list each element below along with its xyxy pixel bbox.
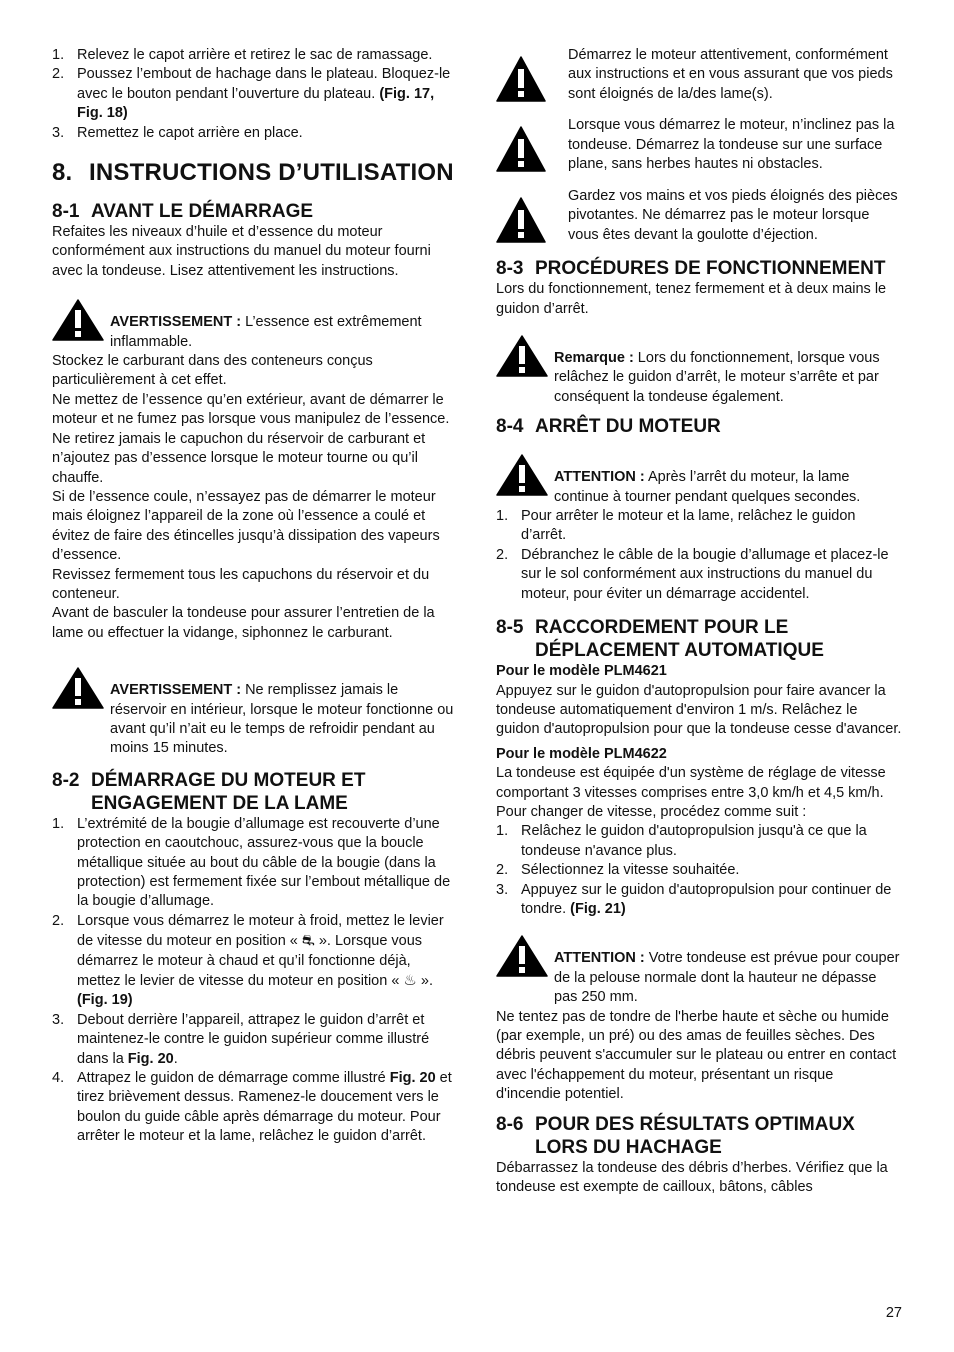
warning-line: Si de l’essence coule, n’essayez pas de démarrer le moteur mais éloignez l’appareil de la zone où l’essence a coulé et évitez de faire des étincelles jusqu’à dissipation des vapeurs d’essence. xyxy=(52,488,440,564)
warning-line: Avant de basculer la tondeuse pour assurer l’entretien de la lame ou effectuer la vidange, siphonnez le carburant. xyxy=(52,605,435,641)
model-plm4622-label: Pour le modèle PLM4622 xyxy=(496,745,667,762)
warning-icon xyxy=(496,454,548,496)
attention-grass: ATTENTION : Votre tondeuse est prévue pour couper de la pelouse normale dont la hauteur ne dépasse pas 250 mm. Ne tentez pas de tondre de l'herbe haute et sèche ou humide (par exemple, un pré) ou des amas de feuilles sèches. Des débris peuvent s'accumuler sur le plateau ou entrer en contact avec l'échappement du moteur, présentant un risque d'incendie potentiel. xyxy=(496,925,902,1104)
section-8-1-heading: 8-1 AVANT LE DÉMARRAGE xyxy=(52,201,314,223)
section-8-heading: 8. INSTRUCTIONS D’UTILISATION xyxy=(52,159,454,187)
section-8-3-heading: 8-3 PROCÉDURES DE FONCTIONNEMENT xyxy=(496,258,886,280)
section-8-5-steps xyxy=(496,822,902,919)
start-step-1: 1. L’extrémité de la bougie d’allumage est recouverte d’une protection en caoutchouc, assurez-vous que la boucle métallique située au bout du câble de la bougie (dans la protection) est fermement fixée sur l’embout métallique de la bougie d’allumage. xyxy=(52,815,451,910)
intro-step-2: 2. Poussez l’embout de hachage dans le plateau. Bloquez-le avec le bouton pendant l’ouverture du plateau. (Fig. 17, Fig. 18) xyxy=(52,66,451,122)
warning-icon xyxy=(496,46,568,108)
warning-line: Revissez fermement tous les capuchons du réservoir et du conteneur. xyxy=(52,566,430,602)
section-8-2-steps xyxy=(52,815,456,1147)
start-step-2: 2. Lorsque vous démarrez le moteur à froid, mettez le levier de vitesse du moteur en position « ⛐ ». Lorsque vous démarrez le moteur à chaud et qu’il fonctionne déjà, mettez le levier de vitesse du moteur en position « ♨ ». (Fig. 19) xyxy=(52,912,444,1009)
warning-icon xyxy=(52,299,104,341)
safety-item-2: Lorsque vous démarrez le moteur, n’inclinez pas la tondeuse. Démarrez la tondeuse sur une surface plane, sans herbes hautes ni obstacles. xyxy=(496,116,902,178)
warning-line: Ne retirez jamais le capuchon du réservoir de carburant et n’ajoutez pas d’essence lorsque le moteur tourne ou qu’il chauffe. xyxy=(52,430,426,486)
section-8-6-para: Débarrassez la tondeuse des débris d’herbes. Vérifiez que la tondeuse est exempte de cailloux, bâtons, câbles xyxy=(496,1159,888,1196)
intro-steps xyxy=(52,46,456,143)
stop-step-2: 2. Débranchez le câble de la bougie d’allumage et placez-le sur le sol conformément aux instructions du manuel du moteur, pour éviter un démarrage accidentel. xyxy=(496,546,889,602)
warning-icon xyxy=(496,187,568,249)
choke-icon: ⛐ xyxy=(301,932,315,950)
speed-change-intro: Pour changer de vitesse, procédez comme suit : xyxy=(496,803,807,820)
left-column xyxy=(52,46,456,1147)
warning-refill: AVERTISSEMENT : Ne remplissez jamais le réservoir en intérieur, lorsque le moteur fonctionne ou avant qu’il n’ait eu le temps de refroidir pendant au moins 15 minutes. xyxy=(52,657,456,759)
page-number: 27 xyxy=(885,1305,902,1321)
model-plm4621-label: Pour le modèle PLM4621 xyxy=(496,663,667,680)
section-8-4-steps xyxy=(496,507,902,604)
note-operation: Remarque : Lors du fonctionnement, lorsque vous relâchez le guidon d’arrêt, le moteur s’arrête et par conséquent la tondeuse également. xyxy=(496,325,902,407)
section-8-2-heading: 8-2 DÉMARRAGE DU MOTEUR ET ENGAGEMENT DE LA LAME xyxy=(52,769,366,814)
warning-line: Ne tentez pas de tondre de l'herbe haute et sèche ou humide (par exemple, un pré) ou des amas de feuilles sèches. Des débris peuvent s'accumuler sur le plateau ou entrer en contact avec l'échappement du moteur, présentant un risque d'incendie potentiel. xyxy=(496,1008,897,1103)
speed-step-1: 1. Relâchez le guidon d'autopropulsion jusqu'à ce que la tondeuse n'avance plus. xyxy=(496,823,867,859)
section-8-6-heading: 8-6 POUR DES RÉSULTATS OPTIMAUX LORS DU HACHAGE xyxy=(496,1113,855,1158)
section-8-1-para: Refaites les niveaux d’huile et d’essence du moteur conformément aux instructions du manuel du moteur fourni avec la tondeuse. Lisez attentivement les instructions. xyxy=(52,224,431,279)
model-plm4622-text: La tondeuse est équipée d'un système de réglage de vitesse comportant 3 vitesses comprises entre 3,0 km/h et 4,5 km/h. xyxy=(496,765,886,801)
speed-step-2: 2. Sélectionnez la vitesse souhaitée. xyxy=(496,862,740,879)
warning-icon xyxy=(52,667,104,709)
right-column xyxy=(496,46,902,1197)
warning-line: Ne mettez de l’essence qu’en extérieur, avant de démarrer le moteur et ne fumez pas lorsque vous manipulez de l’essence. xyxy=(52,391,450,428)
warning-line: Stockez le carburant dans des conteneurs conçus particulièrement à cet effet. xyxy=(52,353,373,389)
intro-step-1: 1. Relevez le capot arrière et retirez le sac de ramassage. xyxy=(52,47,433,63)
speed-step-3: 3. Appuyez sur le guidon d'autopropulsion pour continuer de tondre. (Fig. 21) xyxy=(496,881,892,917)
intro-step-3: 3. Remettez le capot arrière en place. xyxy=(52,124,303,141)
model-plm4621-text: Appuyez sur le guidon d'autopropulsion pour faire avancer la tondeuse automatiquement d'environ 1 m/s. Relâchez le guidon d'autopropulsion pour que la tondeuse cesse d'avancer. xyxy=(496,682,902,738)
warning-fuel: AVERTISSEMENT : L’essence est extrêmement inflammable. Stockez le carburant dans des conteneurs conçus particulièrement à cet effet. Ne mettez de l’essence qu’en extérieur, avant de démarrer le moteur et ne fumez pas lorsque vous manipulez de l’essence. Ne retirez jamais le capuchon du réservoir de carburant et n’ajoutez pas d’essence lorsque le moteur tourne ou qu’il chauffe. Si de l’essence coule, n’essayez pas de démarrer le moteur mais éloignez l’appareil de la zone où l’essence a coulé et évitez de faire des étincelles jusqu’à dissipation des vapeurs d’essence. Revissez fermement tous les capuchons du réservoir et du conteneur. Avant de basculer la tondeuse pour assurer l’entretien de la lame ou effectuer la vidange, siphonnez le carburant. xyxy=(52,289,456,643)
start-step-4: 4. Attrapez le guidon de démarrage comme illustré Fig. 20 et tirez brièvement dessus. Ramenez-le doucement vers le boulon du guide câble après démarrage du moteur. Pour arrêter le moteur et la lame, relâchez le guidon d’arrêt. xyxy=(52,1070,452,1145)
safety-item-1: Démarrez le moteur attentivement, conformément aux instructions et en vous assurant que vos pieds sont éloignés de la/des lame(s). xyxy=(496,46,902,108)
warning-icon xyxy=(496,335,548,377)
warning-icon xyxy=(496,116,568,178)
stop-step-1: 1. Pour arrêter le moteur et la lame, relâchez le guidon d’arrêt. xyxy=(496,508,856,544)
attention-blade: ATTENTION : Après l’arrêt du moteur, la lame continue à tourner pendant quelques secondes. xyxy=(496,444,902,507)
start-step-3: 3. Debout derrière l’appareil, attrapez le guidon d’arrêt et maintenez-le contre le guidon supérieur comme illustré dans la Fig. 20. xyxy=(52,1011,430,1067)
section-8-5-heading: 8-5 RACCORDEMENT POUR LE DÉPLACEMENT AUTOMATIQUE xyxy=(496,617,824,662)
section-8-4-heading: 8-4 ARRÊT DU MOTEUR xyxy=(496,416,721,438)
run-icon: ♨ xyxy=(403,972,417,990)
warning-icon xyxy=(496,935,548,977)
section-8-3-para: Lors du fonctionnement, tenez fermement et à deux mains le guidon d’arrêt. xyxy=(496,281,887,317)
safety-item-3: Gardez vos mains et vos pieds éloignés des pièces pivotantes. Ne démarrez pas le moteur lorsque vous êtes devant la goulotte d’éjection. xyxy=(496,187,902,249)
fig-ref: (Fig. 17, Fig. 18) xyxy=(77,85,435,122)
